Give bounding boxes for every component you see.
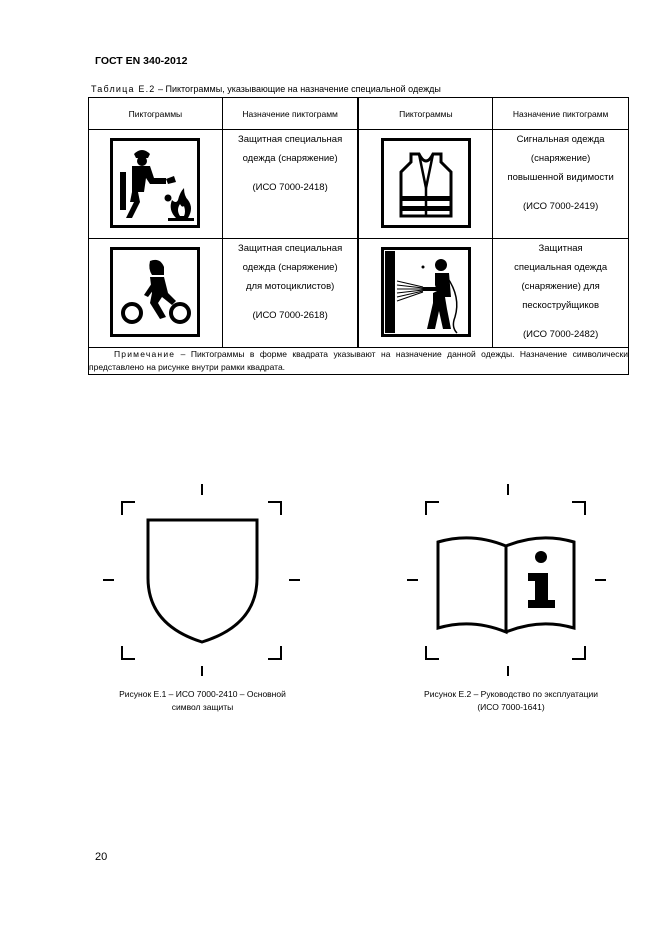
iso-code: (ИСО 7000-2482) [522, 329, 599, 340]
shield-icon [148, 520, 257, 642]
pictogram-cell [89, 239, 223, 348]
description-cell [493, 130, 629, 239]
note-row [89, 348, 629, 375]
description-line: (снаряжение) для [521, 281, 600, 292]
description-line: пескоструйщиков [522, 300, 600, 311]
column-header: Назначение пиктограмм [493, 98, 629, 130]
figure-e1-caption [90, 688, 315, 714]
table-caption-text: – Пиктограммы, указывающие на назначение специальной одежды [155, 84, 441, 94]
hi-vis-vest-icon [381, 138, 471, 228]
iso-code: (ИСО 7000-2419) [522, 201, 599, 212]
iso-code: (ИСО 7000-2418) [252, 182, 328, 193]
firefighter-icon [110, 138, 200, 228]
description-line: Защитная специальная [238, 243, 343, 254]
crop-marks [103, 484, 300, 676]
description-line: одежда (снаряжение) [242, 262, 338, 273]
description-cell [493, 239, 629, 348]
note-label: Примечание [114, 349, 176, 359]
figure-e2-caption [396, 688, 626, 714]
column-header: Пиктограммы [358, 98, 492, 130]
caption-line: символ защиты [171, 702, 234, 712]
figure-e1 [100, 480, 305, 680]
table-caption [91, 84, 441, 94]
manual-book-icon [438, 538, 574, 632]
pictogram-cell [358, 239, 492, 348]
description-line: специальная одежда [514, 262, 608, 273]
column-header: Пиктограммы [89, 98, 223, 130]
page-number: 20 [95, 851, 108, 863]
description-line: повышенной видимости [507, 172, 614, 183]
table-caption-label: Таблица Е.2 [91, 84, 156, 94]
description-line: Защитная специальная [238, 134, 343, 145]
caption-line: Рисунок Е.2 – Руководство по эксплуатации [424, 689, 598, 699]
figure-e2 [404, 480, 609, 680]
caption-line: Рисунок Е.1 – ИСО 7000-2410 – Основной [119, 689, 286, 699]
note-text: – Пиктограммы в форме квадрата указывают на назначение данной одежды. Назначение символически представлено на рисунке внутри рамки квадрата. [89, 349, 628, 372]
description-line: одежда (снаряжение) [242, 153, 338, 164]
caption-line: (ИСО 7000-1641) [477, 702, 545, 712]
motorcyclist-icon [110, 247, 200, 337]
pictogram-cell [89, 130, 223, 239]
description-line: Защитная [538, 243, 583, 254]
column-header: Назначение пиктограмм [222, 98, 358, 130]
sandblaster-icon [381, 247, 471, 337]
table-row [89, 239, 629, 348]
description-line: для мотоциклистов) [245, 281, 335, 292]
iso-code: (ИСО 7000-2618) [252, 310, 328, 321]
table-note [89, 348, 629, 375]
description-cell [222, 130, 358, 239]
document-header: ГОСТ EN 340-2012 [95, 55, 188, 67]
description-cell [222, 239, 358, 348]
pictogram-table [88, 97, 629, 375]
table-header-row [89, 98, 629, 130]
pictogram-cell [358, 130, 492, 239]
description-line: Сигнальная одежда [516, 134, 605, 145]
table-row [89, 130, 629, 239]
description-line: (снаряжение) [530, 153, 591, 164]
